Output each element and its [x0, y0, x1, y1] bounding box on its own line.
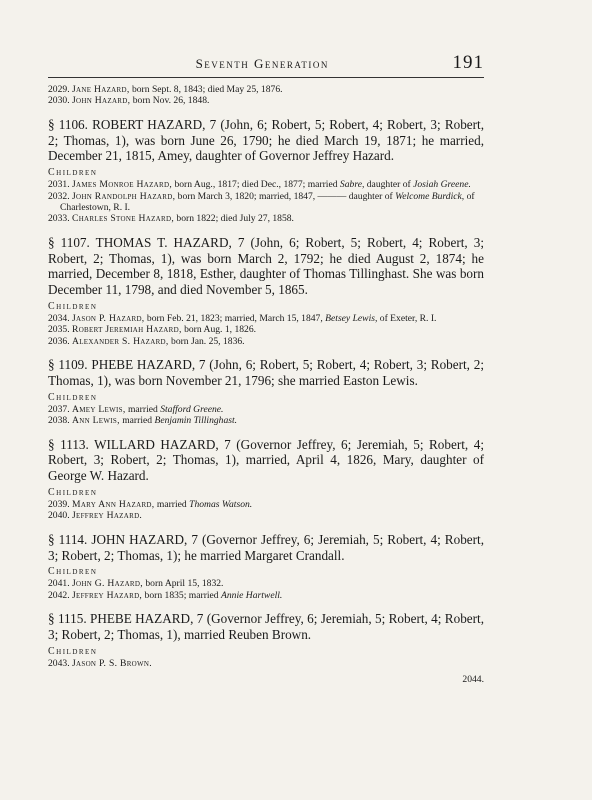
- child-entry: [48, 84, 484, 95]
- section-number: § 1109.: [48, 357, 88, 373]
- entry-number: 2036.: [48, 335, 70, 347]
- child-entry: [48, 590, 484, 601]
- page-number: 191: [452, 52, 484, 73]
- entry-number: 2041.: [48, 578, 70, 590]
- document-page: [48, 52, 484, 685]
- person-name: Jeffrey Hazard,: [72, 589, 143, 601]
- catchword: 2044.: [462, 674, 484, 686]
- child-entry: [48, 95, 484, 106]
- entry-text: married: [119, 415, 155, 427]
- continued-entries: [48, 84, 484, 107]
- child-entry: [48, 404, 484, 415]
- entry-number: 2043.: [48, 657, 70, 669]
- entry-text: married: [154, 499, 190, 511]
- entry-text: born Aug. 1, 1826.: [181, 324, 257, 336]
- section-text: ROBERT HAZARD, 7 (John, 6; Robert, 5; Robert, 4; Robert, 3; Robert, 2; Thomas, 1), was born June 26, 1790; he died March 19, 1871; he married, December 21, 1815, Amey, daughter of Governor Jeffrey Hazard.: [48, 116, 485, 164]
- running-header: [48, 52, 484, 78]
- entry-number: 2040.: [48, 510, 70, 522]
- child-entry: [48, 213, 484, 224]
- section-number: § 1114.: [48, 531, 88, 547]
- person-name: Jeffrey Hazard.: [72, 510, 143, 522]
- entry-number: 2039.: [48, 499, 70, 511]
- entry-text: born Aug., 1817; died Dec., 1877; married: [172, 179, 340, 191]
- person-name: Robert Jeremiah Hazard,: [72, 324, 182, 336]
- child-entry: [48, 336, 484, 347]
- entry-number: 2030.: [48, 95, 70, 107]
- section-text: PHEBE HAZARD, 7 (John, 6; Robert, 5; Robert, 4; Robert, 3; Robert, 2; Thomas, 1), was born November 21, 1796; she married Easton Lewis.: [48, 357, 485, 389]
- person-name: Charles Stone Hazard,: [72, 213, 175, 225]
- child-entry: [48, 313, 484, 324]
- entry-text-2: of Charlestown, R. I.: [60, 190, 475, 214]
- children-heading: Children: [48, 301, 98, 313]
- entry-text-2: daughter of: [364, 179, 414, 191]
- entry-text: born 1835; married: [142, 589, 222, 601]
- spouse-name: Welcome Burdick,: [395, 190, 465, 202]
- spouse-name: Thomas Watson.: [189, 499, 253, 511]
- entry-text-2: of Exeter, R. I.: [377, 313, 437, 325]
- section-paragraph: [48, 357, 484, 389]
- section-number: § 1106.: [48, 116, 88, 132]
- spouse-name: Betsey Lewis,: [325, 313, 378, 325]
- section-paragraph: [48, 117, 484, 164]
- entry-number: 2035.: [48, 324, 70, 336]
- spouse-name: Annie Hartwell.: [221, 589, 283, 601]
- child-entry: [48, 415, 484, 426]
- section-paragraph: [48, 235, 484, 298]
- section-number: § 1115.: [48, 611, 87, 627]
- section-paragraph: [48, 437, 484, 484]
- person-name: Amey Lewis,: [72, 403, 126, 415]
- entry-text: married: [125, 403, 161, 415]
- entry-number: 2029.: [48, 84, 70, 95]
- person-name: Mary Ann Hazard,: [72, 499, 155, 511]
- entry-number: 2033.: [48, 213, 70, 225]
- entry-number: 2034.: [48, 313, 70, 325]
- person-name: Jason P. Hazard,: [72, 313, 145, 325]
- child-entry: [48, 179, 484, 190]
- genealogy-sections: [48, 117, 484, 669]
- person-name: John Randolph Hazard,: [72, 190, 176, 202]
- children-heading: Children: [48, 645, 98, 657]
- children-heading: Children: [48, 487, 98, 499]
- section-number: § 1113.: [48, 436, 89, 452]
- header-title: Seventh Generation: [195, 56, 329, 71]
- section-number: § 1107.: [48, 234, 90, 250]
- entry-text: born March 3, 1820; married, 1847, ——— daughter of: [175, 190, 396, 202]
- spouse-parent: Josiah Greene.: [413, 179, 471, 191]
- entry-text: born April 15, 1832.: [142, 578, 224, 590]
- section-paragraph: [48, 611, 484, 643]
- entry-text: born Sept. 8, 1843; died May 25, 1876.: [129, 84, 283, 95]
- section-text: PHEBE HAZARD, 7 (Governor Jeffrey, 6; Jeremiah, 5; Robert, 4; Robert, 3; Robert, 2; Thomas, 1), married Reuben Brown.: [48, 611, 484, 643]
- entry-number: 2038.: [48, 415, 70, 427]
- children-heading: Children: [48, 391, 98, 403]
- entry-number: 2042.: [48, 589, 70, 601]
- person-name: Jason P. S. Brown.: [72, 657, 152, 669]
- spouse-name: Sabre,: [339, 179, 365, 191]
- section-paragraph: [48, 532, 484, 564]
- spouse-name: Benjamin Tillinghast.: [154, 415, 238, 427]
- entry-number: 2031.: [48, 179, 70, 191]
- person-name: Alexander S. Hazard,: [72, 335, 169, 347]
- entry-text: born Feb. 21, 1823; married, March 15, 1847,: [144, 313, 326, 325]
- section-text: JOHN HAZARD, 7 (Governor Jeffrey, 6; Jeremiah, 5; Robert, 4; Robert, 3; Robert, 2; Thomas, 1); he married Margaret Crandall.: [48, 531, 484, 563]
- entry-text: born Jan. 25, 1836.: [168, 335, 245, 347]
- entry-number: 2037.: [48, 403, 70, 415]
- entry-text: born Nov. 26, 1848.: [130, 95, 210, 107]
- person-name: James Monroe Hazard,: [72, 179, 173, 191]
- section-text: THOMAS T. HAZARD, 7 (John, 6; Robert, 5; Robert, 4; Robert, 3; Robert, 2; Thomas, 1), was born March 2, 1792; he died August 2, 1874; he married, December 8, 1818, Esther, daughter of Thomas Tillinghast. She was born December 11, 1798, and died November 5, 1865.: [48, 234, 484, 298]
- child-entry: [48, 191, 484, 214]
- child-entry: [48, 510, 484, 521]
- person-name: John Hazard,: [72, 95, 131, 107]
- section-text: WILLARD HAZARD, 7 (Governor Jeffrey, 6; Jeremiah, 5; Robert, 4; Robert, 3; Robert, 2; Thomas, 1), married, April 4, 1826, Mary, daughter of George W. Hazard.: [48, 436, 484, 484]
- children-heading: Children: [48, 167, 98, 179]
- child-entry: [48, 499, 484, 510]
- children-heading: Children: [48, 566, 98, 578]
- child-entry: [48, 578, 484, 589]
- child-entry: [48, 658, 484, 669]
- child-entry: [48, 324, 484, 335]
- entry-number: 2032.: [48, 190, 70, 202]
- person-name: Ann Lewis,: [72, 415, 120, 427]
- person-name: Jane Hazard,: [72, 84, 130, 95]
- entry-text: born 1822; died July 27, 1858.: [174, 213, 294, 225]
- person-name: John G. Hazard,: [72, 578, 143, 590]
- spouse-name: Stafford Greene.: [160, 403, 224, 415]
